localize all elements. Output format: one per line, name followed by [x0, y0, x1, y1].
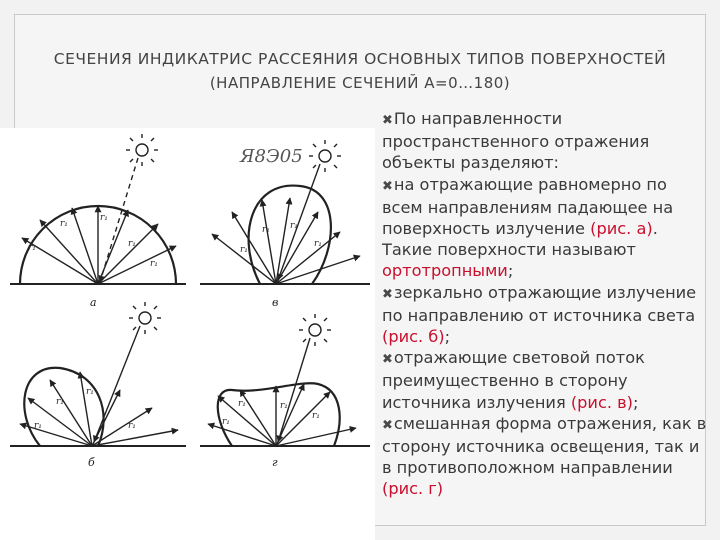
bullet-x-icon: ✖	[382, 113, 393, 128]
incident-ray-g	[278, 338, 310, 442]
figure-ref: (рис. в)	[570, 392, 633, 412]
ray-label: r₁	[128, 421, 136, 431]
incident-ray-v	[278, 164, 320, 280]
bullet-x-icon: ✖	[382, 417, 393, 433]
bullet-x-icon: ✖	[382, 178, 393, 194]
bullet-item-4: ✖отражающие световой поток преимущественно в сторону источника излучения (рис. в);	[382, 348, 645, 412]
ray-label: r₁	[128, 239, 136, 249]
bullet-item-1: ✖По направленности пространственного отражения объекты разделяют:	[382, 109, 650, 173]
ray-label: r₁	[28, 243, 36, 253]
ray-label: r₁	[86, 387, 94, 397]
bullet-item-2: ✖на отражающие равномерно по всем направлениям падающее на поверхность излучение (рис. а). Такие поверхности называют ортотропными;	[382, 174, 674, 281]
ray-label: r₁	[60, 219, 68, 229]
slide-title: СЕЧЕНИЯ ИНДИКАТРИС РАССЕЯНИЯ ОСНОВНЫХ ТИПОВ ПОВЕРХНОСТЕЙ	[53, 50, 667, 68]
indicatrix-g	[218, 383, 340, 446]
sun-icon-b	[129, 302, 161, 334]
sun-icon-v	[309, 140, 341, 172]
ray-label: r₁	[238, 399, 246, 409]
bullet-x-icon: ✖	[382, 286, 393, 302]
ray-label: r₁	[34, 421, 42, 431]
ray-label: r₁	[222, 417, 230, 427]
panel-label-v: в	[272, 296, 279, 309]
scattering-diagrams-svg	[0, 128, 375, 540]
sun-icon-a	[126, 134, 158, 166]
figure-ref: (рис. а)	[590, 219, 653, 239]
panel-label-b: б	[88, 456, 95, 469]
sun-icon-g	[299, 314, 331, 346]
panel-a	[10, 134, 186, 284]
ray-label: r₁	[280, 401, 288, 411]
ray-label: r₁	[240, 245, 248, 255]
bullet-item-5: ✖смешанная форма отражения, как в сторону источника освещения, так и в противоположном направлении (рис. г)	[382, 413, 707, 499]
bullet-x-icon: ✖	[382, 352, 393, 368]
panel-label-a: а	[90, 296, 97, 309]
indicatrix-b	[24, 368, 103, 446]
figure-ref: (рис. г)	[382, 479, 444, 499]
figure-ref: (рис. б)	[382, 327, 445, 347]
ray-label: r₁	[290, 221, 298, 231]
highlight-term: ортотропными	[382, 261, 508, 281]
ray-label: r₁	[56, 397, 64, 407]
bullet-item-3: ✖зеркально отражающие излучение по направлению от источника света (рис. б);	[382, 282, 697, 347]
ray-label: r₁	[312, 411, 320, 421]
scattering-figure	[0, 128, 375, 540]
ray-label: r₁	[262, 225, 270, 235]
ray-label: r₁	[314, 239, 322, 249]
panel-label-g: г	[272, 456, 278, 469]
ray-label: r₁	[100, 213, 108, 223]
ray-label: r₁	[150, 259, 158, 269]
slide-subtitle: (НАПРАВЛЕНИЕ СЕЧЕНИЙ А=0…180)	[209, 74, 511, 92]
slide-body	[382, 108, 712, 500]
handwritten-stamp: Я8Э05	[240, 146, 303, 167]
